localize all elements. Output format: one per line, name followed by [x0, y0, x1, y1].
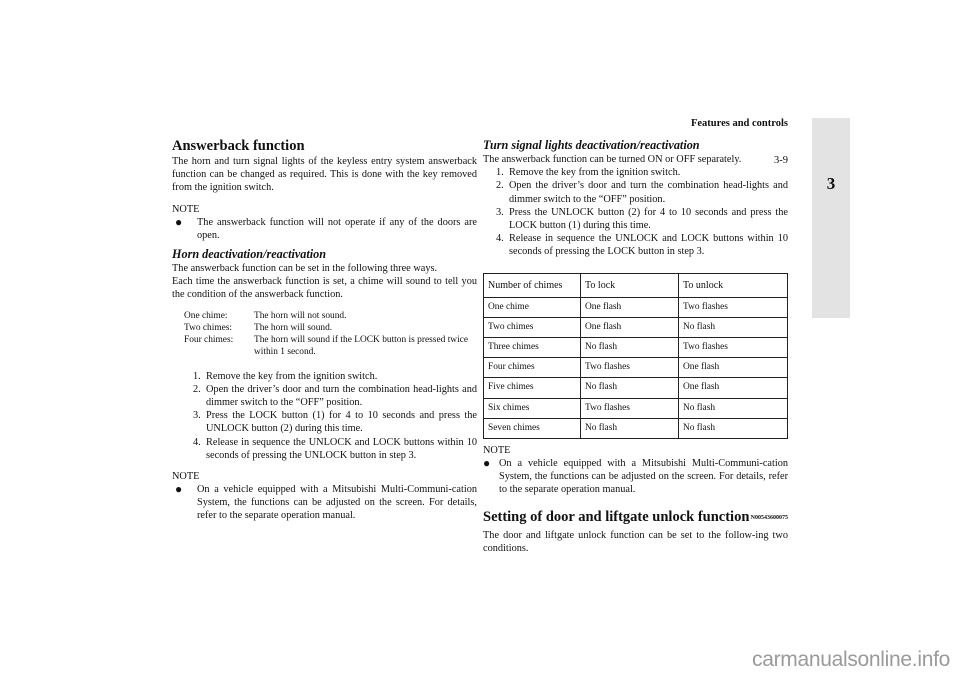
step-number: 2.	[496, 180, 504, 192]
table-cell: No flash	[581, 378, 679, 398]
table-row	[484, 398, 788, 418]
step-text: Open the driver’s door and turn the combination head-lights and dimmer switch to the “OFF” position.	[509, 180, 788, 205]
column-header: To unlock	[679, 273, 788, 297]
table-row	[484, 418, 788, 438]
step-text: Remove the key from the ignition switch.	[509, 167, 681, 179]
table-cell: No flash	[679, 398, 788, 418]
running-header: Features and controls	[690, 118, 788, 129]
note-text: On a vehicle equipped with a Mitsubishi Multi-Communi-cation System, the functions can be adjusted on the screen. For details, refer to the separate operation manual.	[499, 458, 788, 496]
subsection-heading: Horn deactivation/reactivation	[172, 247, 327, 262]
section-heading: Answerback function	[172, 138, 305, 154]
chime-table	[180, 310, 468, 358]
document-id: N00543600075	[750, 514, 788, 521]
step-text: Press the LOCK button (1) for 4 to 10 seconds and press the UNLOCK button (2) during this time.	[206, 410, 477, 435]
chime-row	[180, 334, 468, 358]
step-number: 1.	[496, 167, 504, 179]
chime-text: The horn will not sound.	[254, 310, 347, 321]
table-cell: One flash	[679, 358, 788, 378]
note-bullet	[172, 216, 477, 242]
chime-label: Four chimes:	[184, 334, 234, 345]
chime-text: The horn will sound.	[254, 322, 333, 333]
table-cell: Seven chimes	[484, 418, 581, 438]
chime-label: Two chimes:	[184, 322, 233, 333]
section-heading-text: Setting of door and liftgate unlock function	[483, 508, 750, 525]
section-paragraph: The door and liftgate unlock function can be set to the follow-ing two conditions.	[483, 529, 788, 554]
chime-text: The horn will sound if the LOCK button is pressed twice within 1 second.	[254, 334, 468, 357]
table-cell: No flash	[581, 418, 679, 438]
list-item	[172, 383, 477, 409]
section-heading	[483, 509, 788, 526]
list-item	[483, 179, 788, 205]
step-text: Press the UNLOCK button (2) for 4 to 10 seconds and press the LOCK button (1) during this time.	[509, 206, 788, 232]
list-item	[172, 436, 477, 462]
column-header: Number of chimes	[484, 273, 581, 297]
table-cell: No flash	[679, 418, 788, 438]
table-cell: Two flashes	[581, 398, 679, 418]
subsection-intro: The answerback function can be turned ON or OFF separately.	[483, 154, 742, 165]
right-column	[483, 138, 788, 555]
subsection-intro: The answerback function can be set in the following three ways.	[172, 263, 438, 275]
note-label: NOTE	[483, 445, 511, 457]
step-number: 3.	[193, 410, 201, 422]
table-row	[484, 317, 788, 337]
table-row	[484, 297, 788, 317]
table-cell: Three chimes	[484, 338, 581, 358]
note-label: NOTE	[172, 203, 200, 215]
list-item	[172, 409, 477, 435]
step-number: 3.	[496, 206, 504, 218]
bullet-icon: ●	[483, 456, 491, 471]
step-text: Remove the key from the ignition switch.	[206, 370, 378, 382]
note-bullet	[483, 457, 788, 497]
chapter-tab	[812, 118, 850, 318]
page-number: 3-9	[774, 155, 788, 166]
step-list	[172, 370, 477, 462]
table-cell: Two flashes	[679, 338, 788, 358]
step-number: 4.	[496, 233, 504, 245]
step-text: Release in sequence the UNLOCK and LOCK buttons within 10 seconds of pressing the LOCK button in step 3.	[509, 233, 788, 258]
chime-row	[180, 310, 468, 322]
intro-paragraph: The horn and turn signal lights of the keyless entry system answerback function can be changed as required. This is done with the key removed from the ignition switch.	[172, 156, 477, 194]
chime-row	[180, 322, 468, 334]
table-cell: Five chimes	[484, 378, 581, 398]
subsection-intro-2: Each time the answerback function is set, a chime will sound to tell you the condition of the answerback function.	[172, 276, 477, 301]
step-number: 2.	[193, 383, 201, 395]
note-bullet	[172, 483, 477, 523]
subsection-heading: Turn signal lights deactivation/reactivation	[483, 138, 700, 152]
table-cell: Two chimes	[484, 317, 581, 337]
table-cell: No flash	[679, 317, 788, 337]
chime-label: One chime:	[184, 310, 228, 321]
table-cell: One flash	[581, 297, 679, 317]
note-text: On a vehicle equipped with a Mitsubishi Multi-Communi-cation System, the functions can be adjusted on the screen. For details, refer to the separate operation manual.	[197, 484, 477, 522]
table-row	[484, 378, 788, 398]
table-cell: No flash	[581, 338, 679, 358]
step-text: Release in sequence the UNLOCK and LOCK buttons within 10 seconds of pressing the UNLOCK button in step 3.	[206, 436, 477, 461]
answerback-table	[483, 273, 788, 439]
bullet-icon: ●	[175, 482, 183, 497]
note-text: The answerback function will not operate if any of the doors are open.	[197, 216, 477, 241]
chapter-number: 3	[826, 174, 836, 193]
step-list	[483, 166, 788, 258]
left-column	[172, 138, 477, 523]
table-cell: Two flashes	[581, 358, 679, 378]
step-number: 4.	[193, 436, 201, 448]
column-header: To lock	[581, 273, 679, 297]
table-cell: Two flashes	[679, 297, 788, 317]
table-cell: One flash	[581, 317, 679, 337]
table-header-row	[484, 273, 788, 297]
table-cell: One chime	[484, 297, 581, 317]
watermark[interactable]: carmanualsonline.info	[752, 648, 950, 671]
list-item	[172, 370, 477, 383]
table-cell: One flash	[679, 378, 788, 398]
table-cell: Six chimes	[484, 398, 581, 418]
step-number: 1.	[193, 370, 201, 382]
step-text: Open the driver’s door and turn the combination head-lights and dimmer switch to the “OFF” position.	[206, 383, 477, 409]
table-row	[484, 358, 788, 378]
table-cell: Four chimes	[484, 358, 581, 378]
bullet-icon: ●	[175, 214, 183, 229]
list-item	[483, 206, 788, 232]
note-label: NOTE	[172, 471, 200, 483]
table-row	[484, 338, 788, 358]
list-item	[483, 232, 788, 258]
list-item	[483, 166, 788, 179]
